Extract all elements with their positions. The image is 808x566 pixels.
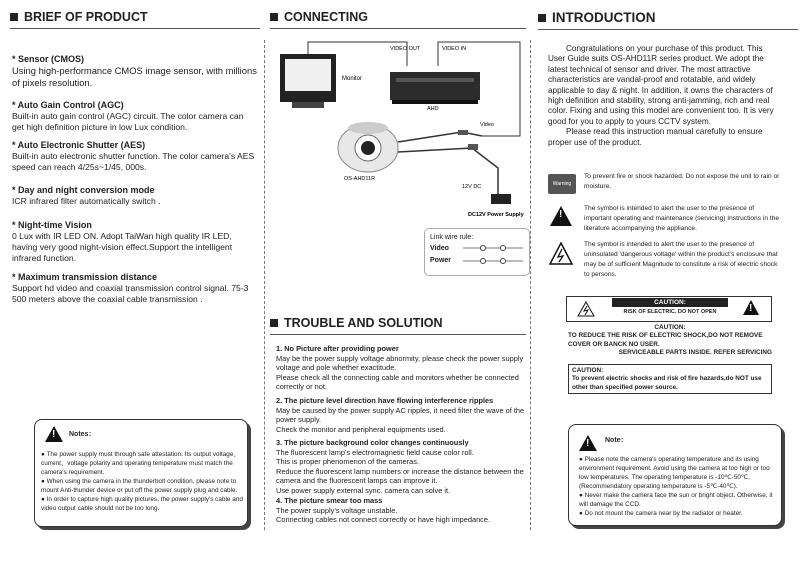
caution-lightning-icon	[577, 301, 595, 317]
feature-title: Sensor (CMOS)	[18, 54, 85, 64]
trouble-item-3	[276, 438, 526, 496]
video-wire-node	[481, 246, 486, 251]
intro-note-item: ● Do not mount the camera near by the radiator or heater.	[579, 510, 743, 517]
caution3-title: CAUTION:	[572, 367, 604, 374]
intro-note-item: ● Never make the camera face the sun or bright object. Otherwise, it will damage the CCD.	[579, 492, 773, 508]
caution2-body: TO REDUCE THE RISK OF ELECTRIC SHOCK,DO NOT REMOVE COVER OR BANCK NO USER.	[568, 332, 763, 348]
monitor-base	[292, 102, 324, 108]
feature-night-vision: * Night-time Vision 0 Lux with IR LED ON. Adopt TaiWan high quality IR LED, having very good night-vision effect.Support the intelligent infrared function.	[12, 220, 257, 264]
header-square-icon	[270, 13, 278, 21]
intro-note-text: Never make the camera face the sun or bright object. Otherwise, it will damage the CCD.	[579, 492, 773, 508]
wire-rule-power: Power	[430, 257, 452, 264]
video-in-label: VIDEO IN	[442, 46, 467, 52]
note-text: The power supply must through safe attestation. Its output voltage、current、voltage polarity and operating temperature must match the camera's requirement.	[41, 451, 240, 476]
trouble-line: The power supply's voltage unstable.	[276, 505, 398, 515]
dc-label: 12V DC	[462, 184, 482, 190]
dvr-icon	[390, 72, 480, 100]
camera-mount	[348, 122, 388, 134]
trouble-item-title: 1. No Picture after providing power	[276, 344, 399, 353]
warning-icon	[45, 426, 63, 442]
camera-lens	[361, 141, 375, 155]
brief-column	[10, 10, 260, 29]
camera-video-cable	[398, 132, 482, 142]
warning-text-3: The symbol is intended to alert the user to the presence of uninsulated 'dangerous voltage' within the product's enclosure that may be of sufficient Magnitude to constitute a risk of electric shock to persons.	[584, 241, 778, 278]
wire-rule-icons	[461, 242, 525, 272]
notes-title: Notes：	[69, 431, 96, 438]
dvr-feet	[392, 100, 478, 104]
camera-model-label: OS-AHD11R	[344, 176, 376, 182]
warning-badge	[548, 174, 576, 194]
feature-body: Built-in auto gain control (AGC) circuit. The color camera can get high definition picture in low Lux condition.	[12, 111, 244, 132]
trouble-header	[270, 316, 526, 330]
left-divider	[264, 40, 265, 530]
caution-box-3	[568, 364, 772, 394]
feature-sensor: * Sensor (CMOS) Using high-performance CMOS image sensor, with millions of pixels resolution.	[12, 54, 257, 88]
connecting-title: CONNECTING	[284, 10, 369, 24]
trouble-item-1	[276, 344, 526, 392]
intro-note-text: Do not mount the camera near by the radiator or heater.	[584, 510, 743, 517]
feature-agc: * Auto Gain Control (AGC) Built-in auto gain control (AGC) circuit. The color camera can get high definition picture in low Lux condition.	[12, 100, 257, 133]
intro-note-item: ● Please note the camera's operating temperature and its using environment requirement. Avoid using the camera at too high or too low temperatures. The operating temperature is -10℃-50℃. (Recommendatory operating temperature is -5℃-40℃).	[579, 456, 770, 490]
camera-power-cable	[398, 148, 498, 196]
trouble-line: Please check all the connecting cable and monitors whether be connected correctly or not.	[276, 372, 519, 392]
dvr-panel	[396, 78, 474, 82]
intro-text	[548, 44, 780, 148]
connecting-header	[270, 10, 526, 24]
brief-header	[10, 10, 260, 24]
intro-paragraph: Please read this instruction manual carefully to ensure proper use of the product.	[548, 127, 763, 147]
lightning-triangle	[550, 243, 572, 264]
intro-column	[538, 10, 798, 30]
feature-title: Night-time Vision	[18, 220, 92, 230]
caution2-tail: SERVICEABLE PARTS INSIDE. REFER SERVICING	[618, 349, 772, 357]
trouble-line: The fluorescent lamp's electromagnetic field cause color roll.	[276, 447, 474, 457]
trouble-line: This is proper phenomenon of the cameras.	[276, 457, 419, 467]
caution-text-2	[568, 324, 772, 358]
header-square-icon	[10, 13, 18, 21]
trouble-line: Reduce the fluorescent lamp numbers or increase the distance between the camera and the fluorescent lamps can improve it.	[276, 466, 524, 486]
feature-transmission: * Maximum transmission distance Support hd video and coaxial transmission control signal. 75-3 500 meters above the coaxial cable transmission .	[12, 272, 257, 305]
lightning-bolt	[558, 249, 563, 262]
note-text: When using the camera in the thunderbolt condition, please note to mount Anti-thunder device or put off the power supply plug and cable.	[41, 478, 238, 494]
intro-note-title: Note：	[605, 437, 628, 444]
caution-bolt	[584, 306, 588, 315]
feature-body: ICR infrared filter automatically switch .	[12, 196, 161, 206]
trouble-line: Check the monitor and peripheral equipments used.	[276, 424, 446, 434]
power-wire-node	[501, 259, 506, 264]
dc-connector	[468, 144, 478, 150]
feature-aes: * Auto Electronic Shutter (AES) Built-in auto electronic shutter function. The color camera's AES speed can reach 4/25s~1/45, 000s.	[12, 140, 257, 173]
trouble-item-4	[276, 496, 526, 525]
trouble-item-title: 2. The picture level direction have flowing interference ripples	[276, 396, 494, 405]
caution-label: CAUTION:	[612, 298, 728, 307]
intro-notes-box	[568, 424, 782, 526]
notes-box	[34, 419, 248, 527]
warning-text-2: The symbol is intended to alert the user to the presence of important operating and maintenance (servicing) Instructions in the literature accompanying the appliance.	[584, 205, 779, 232]
trouble-line: May be caused by the power supply AC ripples, it need filter the wave of the power supply.	[276, 405, 525, 425]
trouble-item-title: 3. The picture background color changes continuously	[276, 438, 469, 447]
warning-text-1: To prevent fire or shock hazarded. Do not expose the unit to rain or moisture.	[584, 173, 780, 190]
brief-title: BRIEF OF PRODUCT	[24, 10, 148, 24]
caution-banner	[566, 296, 772, 322]
right-divider	[530, 40, 531, 530]
connecting-column	[270, 10, 526, 29]
wire-rule-title: Link wire rule：	[430, 234, 479, 241]
header-square-icon	[538, 14, 546, 22]
trouble-item-2	[276, 396, 526, 434]
intro-header	[538, 10, 798, 25]
exclamation-icon	[550, 206, 572, 226]
header-square-icon	[270, 319, 278, 327]
trouble-title: TROUBLE AND SOLUTION	[284, 316, 443, 330]
note-warning-icon	[579, 435, 597, 451]
wire-rule-box	[424, 228, 530, 276]
bnc-connector	[458, 130, 468, 135]
caution2-title: CAUTION:	[654, 324, 686, 331]
feature-title: Day and night conversion mode	[18, 185, 155, 195]
feature-body: Support hd video and coaxial transmission control signal. 75-3 500 meters above the coaxial cable transmission .	[12, 283, 249, 304]
note-item: ● The power supply must through safe attestation. Its output voltage、current、voltage polarity and operating temperature must match the camera's requirement.	[41, 451, 240, 476]
trouble-line: Use power supply external sync. camera can solve it.	[276, 485, 451, 495]
video-label: Video	[480, 122, 494, 128]
power-adapter-icon	[491, 194, 511, 204]
intro-title: INTRODUCTION	[552, 10, 656, 25]
note-item: ● When using the camera in the thunderbolt condition, please note to mount Anti-thunder device or put off the power supply plug and cable.	[41, 478, 238, 494]
ahd-label: AHD	[427, 106, 439, 112]
intro-paragraph: Congratulations on your purchase of this product. This User Guide suits OS-AHD11R series product. We adopt the latest technical of sensor and driver. The most attractive characteristics are vandal-proof and rotatable, and widely applicable to day & night. In addition, it owns the characters of high definition and stability, strong anti-jamming, rich and real color. Fixing and using this model are convenient too. It is very good for you to apply to yours CCTV system.	[548, 44, 774, 126]
monitor-screen	[285, 59, 331, 91]
trouble-header-wrap	[270, 316, 526, 335]
video-out-label: VIDEO OUT	[390, 46, 421, 52]
feature-title: Maximum transmission distance	[18, 272, 158, 282]
feature-body: 0 Lux with IR LED ON. Adopt TaiWan high quality IR LED, having very good night-vision effect.Support the intelligent infrared function.	[12, 231, 233, 263]
note-text: In order to capture high quality pictures, the power supply's cable and video output cable should not be too long.	[41, 496, 243, 512]
trouble-line: May be the power supply voltage abnormity, please check the power supply voltage and pole whether exactitude.	[276, 353, 524, 373]
trouble-item-title: 4. The picture smear too mass	[276, 496, 383, 505]
video-wire-node	[501, 246, 506, 251]
feature-body: Using high-performance CMOS image sensor, with millions of pixels resolution.	[12, 65, 257, 88]
psu-label: DC12V Power Supply	[468, 212, 524, 218]
caution-exclamation-icon	[743, 300, 759, 315]
trouble-line: Connecting cables not connect correctly or have high impedance.	[276, 515, 491, 525]
note-item: ● In order to capture high quality pictures, the power supply's cable and video output cable should not be too long.	[41, 496, 243, 512]
warning-badge-text: Warning	[552, 181, 572, 187]
alert-triangle-1	[550, 206, 572, 231]
monitor-label: Monitor	[342, 76, 363, 82]
power-wire-node	[481, 259, 486, 264]
wire-rule-video: Video	[430, 245, 449, 252]
feature-body: Built-in auto electronic shutter function. The color camera's AES speed can reach 4/25s~1/45, 000s.	[12, 151, 255, 172]
lightning-triangle-icon	[549, 242, 573, 266]
feature-day-night: * Day and night conversion mode ICR infrared filter automatically switch .	[12, 185, 257, 207]
feature-title: Auto Gain Control (AGC)	[17, 100, 124, 110]
caution3-body: To prevent electric shocks and risk of fire hazards,do NOT use other than specified power source.	[572, 375, 762, 391]
caution-sub: RISK OF ELECTRIC. DO NOT OPEN	[623, 309, 717, 315]
feature-title: Auto Electronic Shutter (AES)	[17, 140, 146, 150]
intro-note-text: Please note the camera's operating temperature and its using environment requirement. Avoid using the camera at too high or too low temperatures. The operating temperature is -10℃-50℃. (Recommendatory operating temperature is -5℃-40℃).	[579, 456, 770, 490]
